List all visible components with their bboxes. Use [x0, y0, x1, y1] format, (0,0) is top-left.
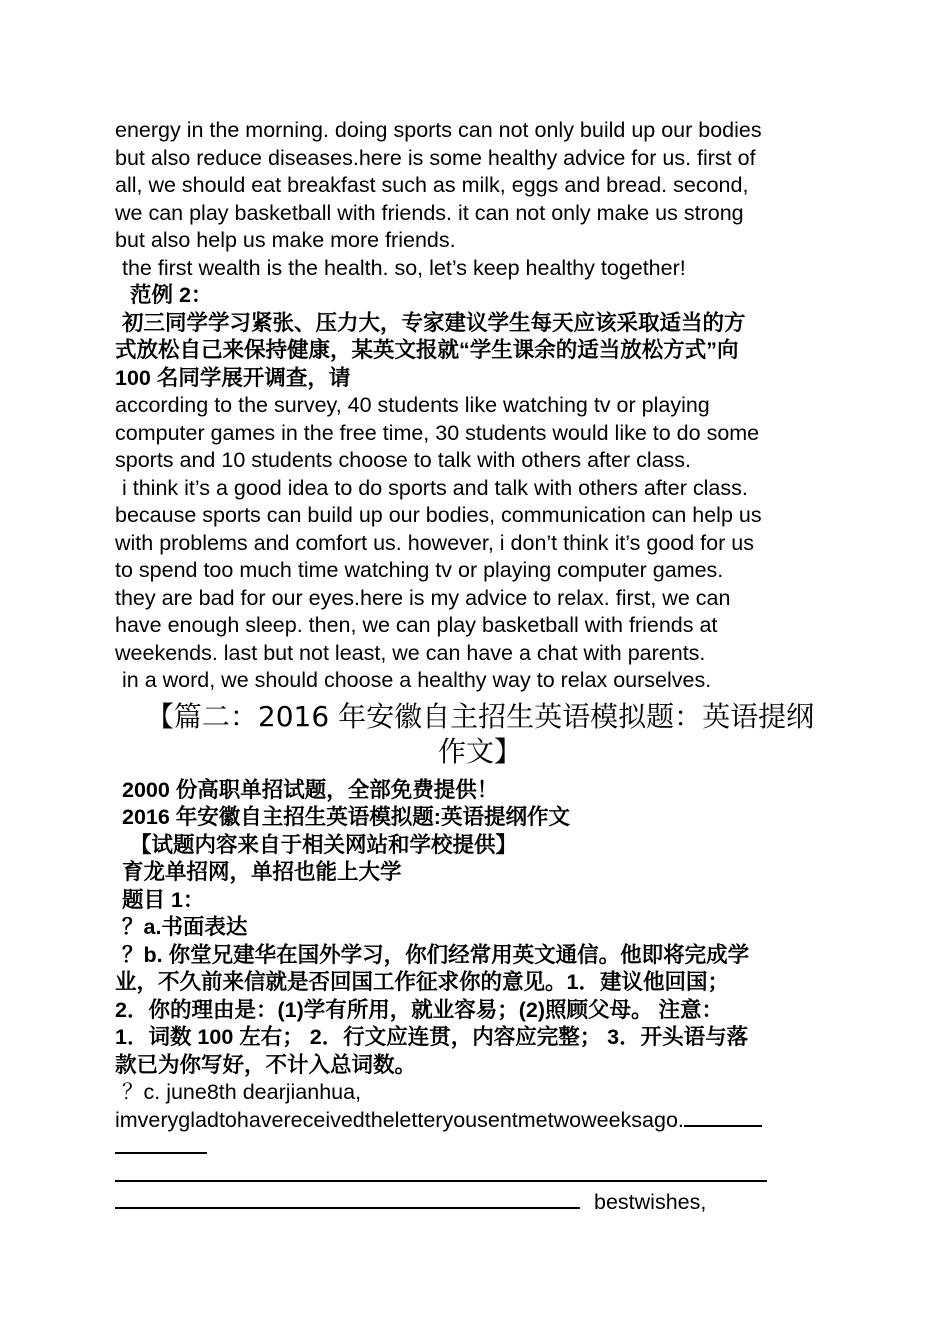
- section-heading: [115, 699, 845, 769]
- text-line: sports and 10 students choose to talk with others after class.: [115, 448, 692, 472]
- closing-line: [115, 1189, 845, 1217]
- letter-opening-line: [115, 1107, 845, 1135]
- text-line: according to the survey, 40 students like watching tv or playing: [115, 393, 710, 417]
- promo-text: 2000 份高职单招试题，全部免费提供！: [122, 777, 499, 802]
- prompt-line: 式放松自己来保持健康，某英文报就“学生课余的适当放松方式”向: [115, 338, 739, 362]
- text-line: energy in the morning. doing sports can not only build up our bodies: [115, 118, 762, 142]
- text-line: but also reduce diseases.here is some healthy advice for us. first of: [115, 145, 756, 170]
- heading-line: 【篇二：2016 年安徽自主招生英语模拟题：英语提纲: [145, 699, 815, 733]
- item-a: ？a.书面表达: [122, 915, 248, 939]
- essay1-paragraph: [115, 117, 845, 255]
- item-b: [115, 942, 845, 1080]
- heading-line: 作文】: [437, 734, 522, 768]
- text-line: we can play basketball with friends. it can not only make us strong: [115, 200, 744, 225]
- text-line: have enough sleep. then, we can play basketball with friends at: [115, 613, 718, 637]
- text-line: because sports can build up our bodies, communication can help us: [115, 503, 762, 527]
- prompt-line: 100 名同学展开调查，请: [115, 365, 351, 390]
- document-body: [115, 117, 845, 1217]
- slogan: 育龙单招网，单招也能上大学: [122, 860, 402, 884]
- section-title: 2016 年安徽自主招生英语模拟题:英语提纲作文: [122, 805, 570, 829]
- example2-opinion: [115, 475, 845, 668]
- text-line: weekends. last but not least, we can have a chat with parents.: [115, 640, 706, 665]
- item-b-line: 1．词数 100 左右； 2．行文应连贯，内容应完整； 3．开头语与落: [115, 1025, 749, 1049]
- text-line: to spend too much time watching tv or playing computer games.: [115, 558, 724, 582]
- source-note: 【试题内容来自于相关网站和学校提供】: [130, 832, 518, 857]
- item-b-line: 款已为你写好，不计入总词数。: [115, 1052, 417, 1077]
- example2-conclusion: in a word, we should choose a healthy way to relax ourselves.: [122, 668, 712, 692]
- letter-opening: imverygladtohavereceivedtheletteryousentmetwoweeksago.: [115, 1107, 684, 1132]
- blank-line: [115, 1134, 207, 1154]
- letter-closing: bestwishes,: [594, 1190, 707, 1214]
- example2-label: 范例 2：: [130, 283, 213, 307]
- text-line: i think it’s a good idea to do sports and talk with others after class.: [122, 475, 748, 500]
- example2-prompt: [115, 310, 845, 393]
- example2-survey: [115, 392, 845, 475]
- item-b-line: 2．你的理由是：(1)学有所用，就业容易；(2)照顾父母。 注意：: [115, 997, 723, 1022]
- essay1-closing: the first wealth is the health. so, let’s keep healthy together!: [122, 255, 686, 280]
- prompt-line: 初三同学学习紧张、压力大，专家建议学生每天应该采取适当的方: [122, 310, 746, 335]
- blank-line: [684, 1107, 762, 1127]
- question-label: 题目 1：: [122, 887, 205, 912]
- text-line: they are bad for our eyes.here is my advice to relax. first, we can: [115, 585, 731, 610]
- blank-line: [115, 1162, 767, 1182]
- blank-line-row: [115, 1162, 845, 1190]
- text-line: with problems and comfort us. however, i don’t think it’s good for us: [115, 530, 754, 555]
- text-line: all, we should eat breakfast such as milk, eggs and bread. second,: [115, 173, 749, 197]
- promo-line: [115, 777, 845, 805]
- item-c: ？c. june8th dearjianhua,: [122, 1080, 362, 1104]
- item-b-line: 业，不久前来信就是否回国工作征求你的意见。1．建议他回国；: [115, 970, 729, 994]
- text-line: but also help us make more friends.: [115, 228, 456, 252]
- blank-line-row: [115, 1134, 845, 1162]
- item-b-line: ？b. 你堂兄建华在国外学习，你们经常用英文通信。他即将完成学: [122, 942, 750, 967]
- text-line: computer games in the free time, 30 students would like to do some: [115, 420, 760, 445]
- blank-line: [115, 1189, 580, 1209]
